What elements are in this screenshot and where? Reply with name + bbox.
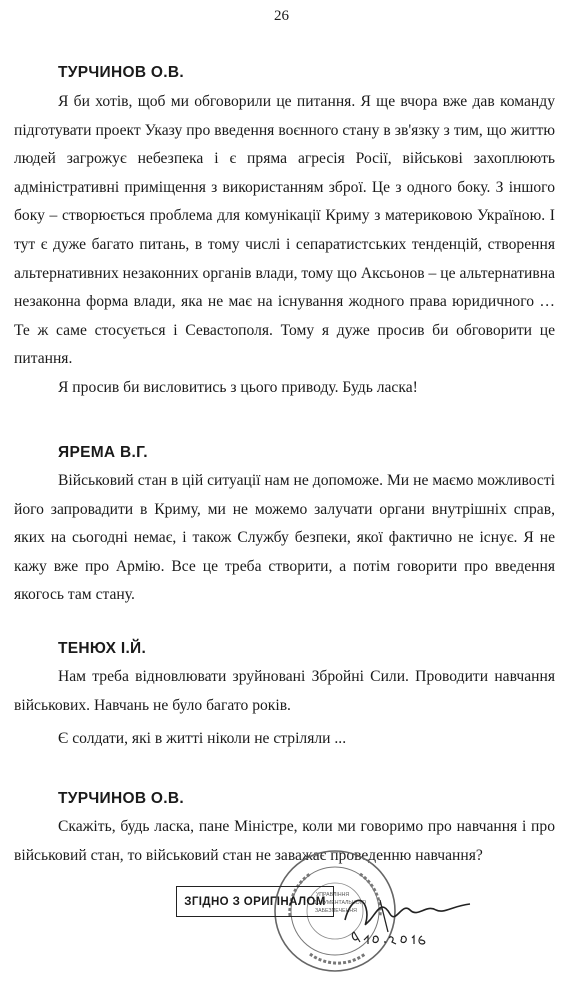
- speaker-name-yarema: ЯРЕМА В.Г.: [58, 444, 148, 461]
- svg-text:ДОКУМЕНТАЛЬНОГО: ДОКУМЕНТАЛЬНОГО: [313, 900, 367, 906]
- svg-text:УПРАВЛІННЯ: УПРАВЛІННЯ: [316, 892, 350, 898]
- speech-paragraph: Скажіть, будь ласка, пане Міністре, коли ми говоримо про навчання і про військовий стан, то військовий стан не заважає проведенню навчання?: [14, 818, 555, 864]
- speech-paragraph: Я просив би висловитись з цього приводу. Будь ласка!: [58, 379, 418, 396]
- speaker-name-teniukh: ТЕНЮХ І.Й.: [58, 640, 147, 657]
- speech-paragraph: Військовий стан в цій ситуації нам не допоможе. Ми не маємо можливості його запровадити в Криму, ми не можемо залучати органи внутрішніх справ, яких на сьогодні немає, і також Службу безпеки, якої фактично не існує. Я не кажу вже про Армію. Все це треба створити, а потім говорити про введення якогось там стану.: [14, 472, 555, 604]
- certified-copy-stamp: ЗГІДНО З ОРИГІНАЛОМ: [176, 886, 334, 917]
- speech-paragraph: Нам треба відновлювати зруйновані Збройні Сили. Проводити навчання військових. Навчань не було багато років.: [14, 668, 555, 714]
- handwritten-signature-icon: [340, 880, 480, 950]
- speaker-name-turchynov-2: ТУРЧИНОВ О.В.: [58, 790, 184, 807]
- speech-paragraph: Є солдати, які в житті ніколи не стріляли ...: [58, 730, 347, 747]
- svg-text:ЗАБЕЗПЕЧЕННЯ: ЗАБЕЗПЕЧЕННЯ: [315, 908, 357, 914]
- page-number: 26: [274, 8, 289, 24]
- speech-paragraph: Я би хотів, щоб ми обговорили це питання. Я ще вчора вже дав команду підготувати проект Указу про введення воєнного стану в зв'язку з тим, що життю людей загрожує небезпека і є пряма агресія Росії, військові захоплюють адміністративні приміщення з використанням зброї. Це з одного боку. З іншого боку – створюється проблема для комунікації Криму з материковою Україною. І тут є дуже багато питань, в тому числі і сепаратистських тенденцій, створення альтернативних незаконних органів влади, тому що Аксьонов – це альтернативна незаконна форма влади, яка не має на існування жодного права юридичного … Те ж саме стосується і Севастополя. Тому я дуже просив би обговорити це питання.: [14, 93, 555, 368]
- speaker-name-turchynov-1: ТУРЧИНОВ О.В.: [58, 64, 184, 81]
